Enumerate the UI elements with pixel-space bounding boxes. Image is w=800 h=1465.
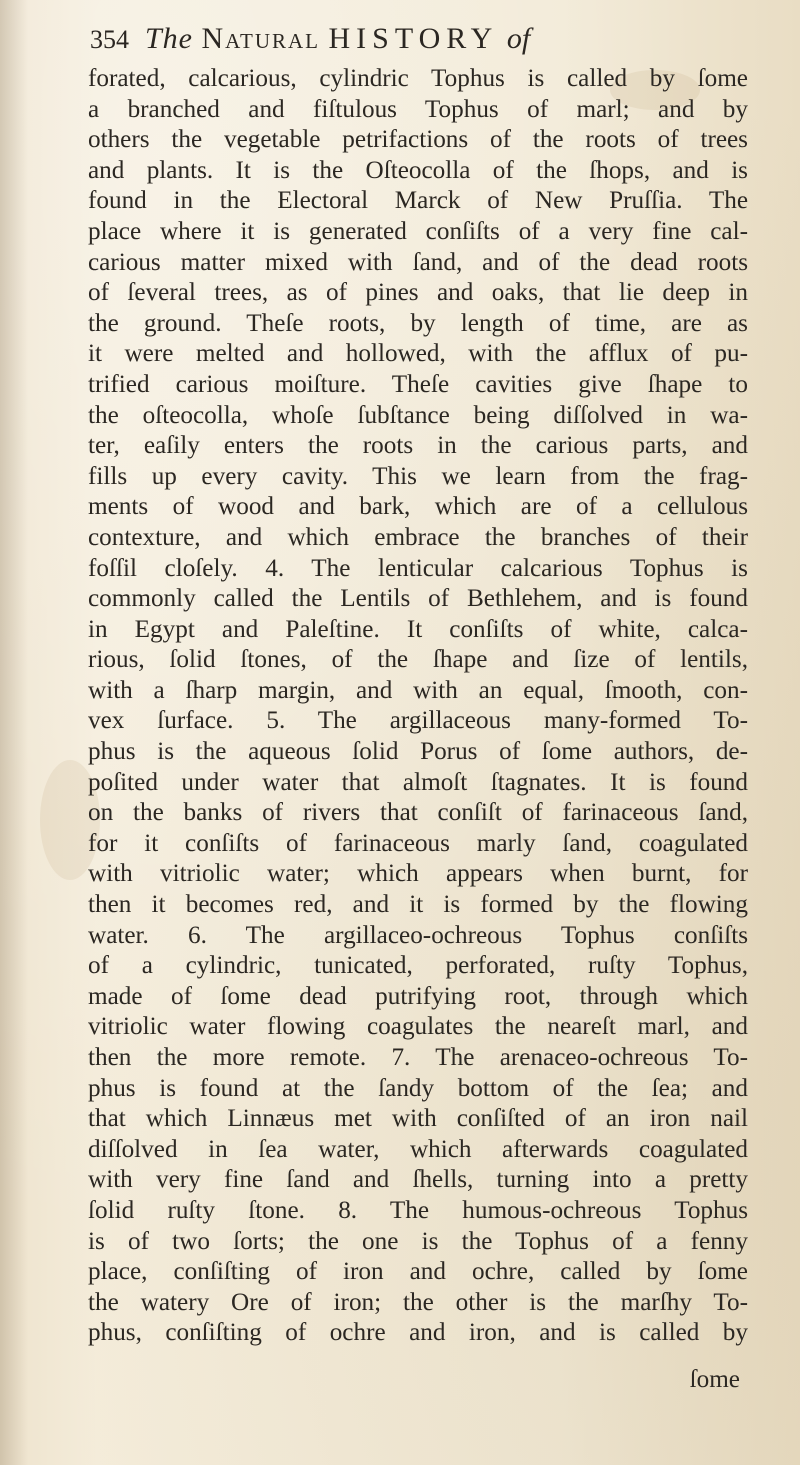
running-header	[90, 22, 730, 62]
text-line: vitriolic water flowing coagulates the neareſt marl, and	[88, 1013, 748, 1041]
text-line: of ſeveral trees, as of pines and oaks, that lie deep in	[88, 279, 748, 307]
text-line: contexture, and which embrace the branches of their	[88, 523, 748, 551]
text-line: foſſil cloſely. 4. The lenticular calcarious Tophus is	[88, 554, 748, 582]
catchword-row	[88, 1366, 748, 1398]
text-line: with a ſharp margin, and with an equal, ſmooth, con-	[88, 676, 748, 704]
page-gutter-shadow	[0, 0, 28, 1465]
text-line: place, conſiſting of iron and ochre, called by ſome	[88, 1258, 748, 1286]
text-line: the watery Ore of iron; the other is the marſhy To-	[88, 1288, 748, 1316]
body-text	[88, 64, 748, 1349]
text-line: fills up every cavity. This we learn from the frag-	[88, 462, 748, 490]
title-word-the: The	[145, 22, 193, 55]
text-line: of a cylindric, tunicated, perforated, ruſty Tophus,	[88, 952, 748, 980]
text-line: ter, eaſily enters the roots in the carious parts, and	[88, 432, 748, 460]
text-line: commonly called the Lentils of Bethlehem, and is found	[88, 585, 748, 613]
text-line: in Egypt and Paleſtine. It conſiſts of white, calca-	[88, 615, 748, 643]
page-number: 354	[90, 25, 129, 54]
title-word-history: HISTORY	[328, 22, 499, 55]
text-line: poſited under water that almoſt ſtagnates. It is found	[88, 768, 748, 796]
text-line: with very fine ſand and ſhells, turning into a pretty	[88, 1166, 748, 1194]
text-line: phus, conſiſting of ochre and iron, and is called by	[88, 1319, 748, 1347]
running-title	[145, 22, 530, 56]
text-line: it were melted and hollowed, with the afflux of pu-	[88, 340, 748, 368]
text-line: then it becomes red, and it is formed by the flowing	[88, 891, 748, 919]
text-line: and plants. It is the Oſteocolla of the ſhops, and is	[88, 156, 748, 184]
text-line: on the banks of rivers that conſiſt of farinaceous ſand,	[88, 799, 748, 827]
text-line: for it conſiſts of farinaceous marly ſand, coagulated	[88, 829, 748, 857]
text-line: ſolid ruſty ſtone. 8. The humous-ochreous Tophus	[88, 1196, 748, 1224]
text-line: the ground. Theſe roots, by length of time, are as	[88, 309, 748, 337]
text-line: place where it is generated conſiſts of a very fine cal-	[88, 217, 748, 245]
text-line: vex ſurface. 5. The argillaceous many-formed To-	[88, 707, 748, 735]
catchword: ſome	[689, 1366, 740, 1393]
text-line: phus is found at the ſandy bottom of the ſea; and	[88, 1074, 748, 1102]
text-line: others the vegetable petrifactions of the roots of trees	[88, 126, 748, 154]
text-line: forated, calcarious, cylindric Tophus is called by ſome	[88, 65, 748, 92]
text-line: found in the Electoral Marck of New Pruſſia. The	[88, 187, 748, 215]
text-line: carious matter mixed with ſand, and of the dead roots	[88, 248, 748, 276]
title-word-of: of	[506, 22, 531, 55]
text-line: ments of wood and bark, which are of a cellulous	[88, 493, 748, 521]
text-line: trified carious moiſture. Theſe cavities give ſhape to	[88, 370, 748, 398]
text-line: a branched and fiſtulous Tophus of marl; and by	[88, 95, 748, 123]
text-line: diſſolved in ſea water, which afterwards coagulated	[88, 1135, 748, 1163]
text-line: rious, ſolid ſtones, of the ſhape and ſize of lentils,	[88, 646, 748, 674]
text-line: phus is the aqueous ſolid Porus of ſome authors, de-	[88, 738, 748, 766]
text-line: then the more remote. 7. The arenaceo-ochreous To-	[88, 1044, 748, 1071]
text-line: water. 6. The argillaceo-ochreous Tophus conſiſts	[88, 921, 748, 949]
title-word-natural: Natural	[201, 22, 320, 55]
text-line: that which Linnæus met with conſiſted of an iron nail	[88, 1105, 748, 1133]
text-line: made of ſome dead putrifying root, through which	[88, 982, 748, 1010]
text-line: the oſteocolla, whoſe ſubſtance being diſſolved in wa-	[88, 401, 748, 429]
text-line: with vitriolic water; which appears when burnt, for	[88, 860, 748, 888]
text-line: is of two ſorts; the one is the Tophus of a fenny	[88, 1227, 748, 1255]
